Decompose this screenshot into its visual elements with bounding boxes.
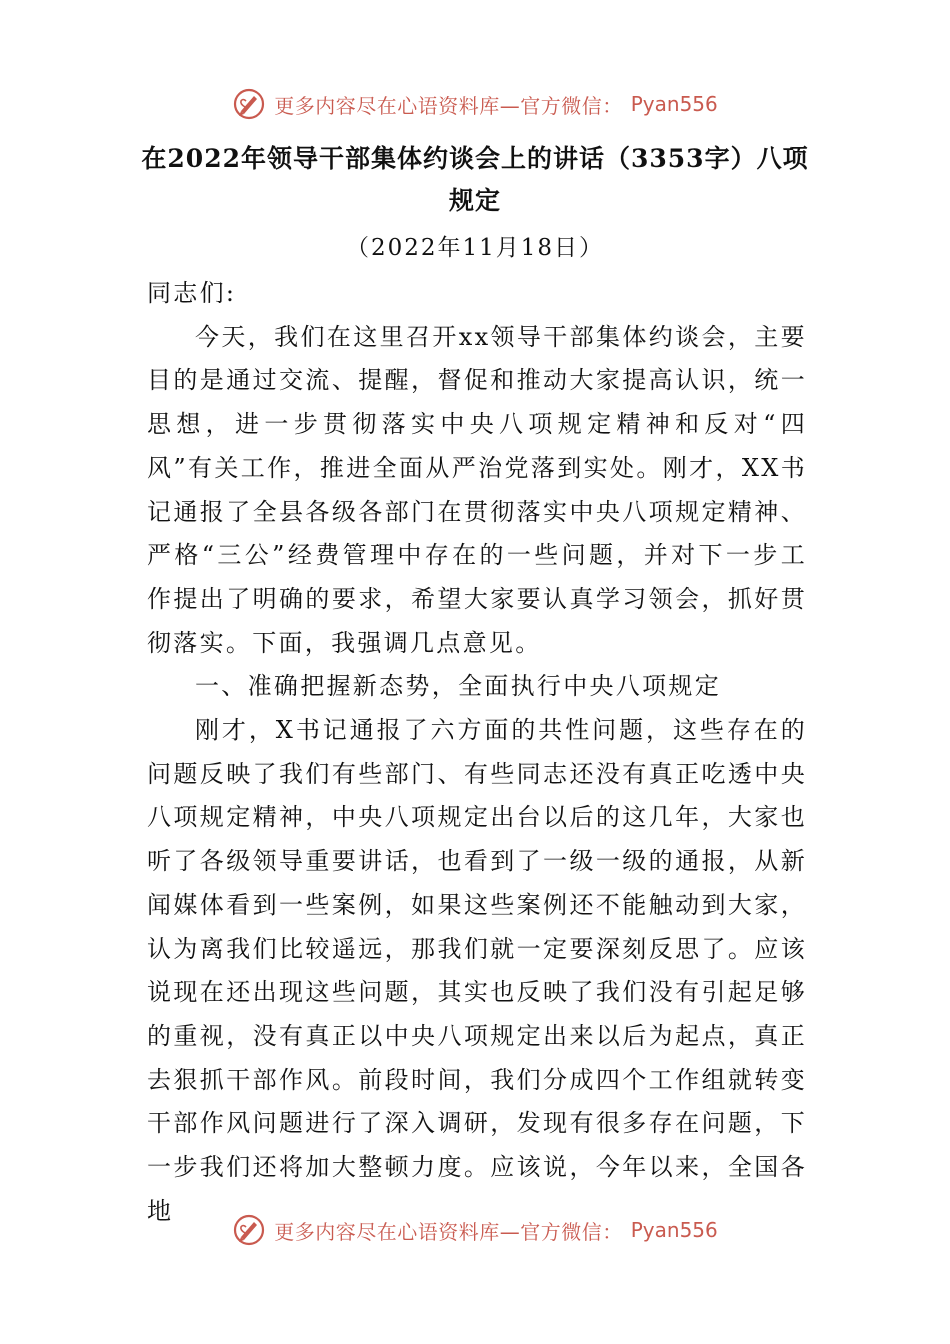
section-heading-1: 一、准确把握新态势，全面执行中央八项规定 — [195, 672, 721, 701]
watermark-text: 更多内容尽在心语资料库—官方微信： — [274, 93, 623, 118]
watermark-footer — [0, 1210, 950, 1250]
salutation: 同志们: — [147, 279, 237, 307]
paragraph-intro: 今天，我们在这里召开xx领导干部集体约谈会，主要目的是通过交流、提醒，督促和推动大家提高认识，统一思想，进一步贯彻落实中央八项规定精神和反对“四风”有关工作，推进全面从严治党落到实处。刚才，XX书记通报了全县各级各部门在贯彻落实中央八项规定精神、严格“三公”经费管理中存在的一些问题，并对下一步工作提出了明确的要求，希望大家要认真学习领会，抓好贯彻落实。下面，我强调几点意见。 — [147, 322, 807, 657]
watermark-header — [0, 84, 950, 124]
watermark-text: 更多内容尽在心语资料库—官方微信： — [274, 1219, 623, 1244]
watermark-account: Pyan556 — [630, 92, 718, 116]
document-title: 在2022年领导干部集体约谈会上的讲话（3353字）八项规定 — [141, 144, 809, 215]
document-date: （2022年11月18日） — [345, 235, 605, 261]
pen-heart-logo-icon — [232, 87, 266, 121]
watermark-account: Pyan556 — [630, 1218, 718, 1242]
document-body — [147, 272, 807, 1233]
pen-heart-logo-icon — [232, 1213, 266, 1247]
paragraph-section-1: 刚才，X书记通报了六方面的共性问题，这些存在的问题反映了我们有些部门、有些同志还没有真正吃透中央八项规定精神，中央八项规定出台以后的这几年，大家也听了各级领导重要讲话，也看到了一级一级的通报，从新闻媒体看到一些案例，如果这些案例还不能触动到大家，认为离我们比较遥远，那我们就一定要深刻反思了。应该说现在还出现这些问题，其实也反映了我们没有引起足够的重视，没有真正以中央八项规定出来以后为起点，真正去狠抓干部作风。前段时间，我们分成四个工作组就转变干部作风问题进行了深入调研，发现有很多存在问题，下一步我们还将加大整顿力度。应该说，今年以来，全国各地 — [147, 716, 807, 1225]
